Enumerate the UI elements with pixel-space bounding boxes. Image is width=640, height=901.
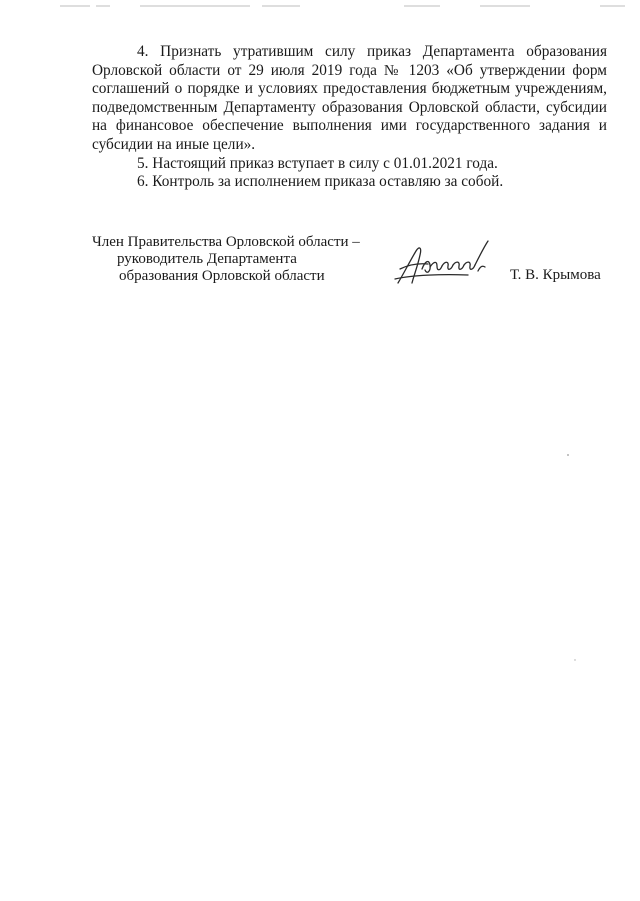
paragraph-item-4: 4. Признать утратившим силу приказ Департамента образования Орловской области от 29 июля 2019 года № 1203 «Об утверждении форм соглашений о порядке и условиях предоставления бюджетным учреждениям, подведомственным Департаменту образования Орловской области, субсидии на финансовое обеспечение выполнения ими государственного задания и субсидии на иные цели». <box>92 43 607 153</box>
paragraph-item-6: 6. Контроль за исполнением приказа оставляю за собой. <box>137 173 504 191</box>
signer-position-line-1: Член Правительства Орловской области – <box>92 234 360 250</box>
signer-position-line-3: образования Орловской области <box>119 268 325 284</box>
signer-name: Т. В. Крымова <box>510 267 601 283</box>
document-body <box>92 43 607 192</box>
handwritten-signature <box>392 239 502 287</box>
signature-block <box>92 234 612 294</box>
paragraph-item-5: 5. Настоящий приказ вступает в силу с 01.01.2021 года. <box>137 154 498 172</box>
signer-position-line-2: руководитель Департамента <box>117 251 297 267</box>
